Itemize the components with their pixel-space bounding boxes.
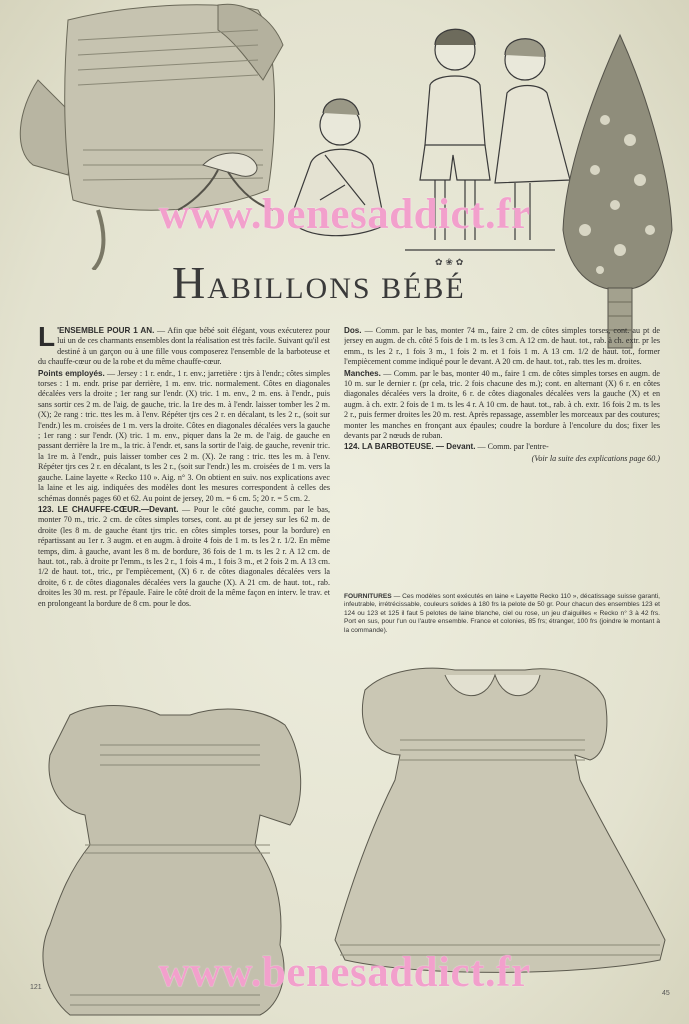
robe-illustration [305,660,675,980]
dos-paragraph: Dos. — Comm. par le bas, monter 74 m., faire 2 cm. de côtes simples torses, cont. au pt de jersey en augm. de ch. côté 5 fois de 1 m. ts les 3 cm. A 12 cm. de haut. tot., rab. à ch. extr. pr les emm., ts les 2 r., 1 fois 3 m., 1 fois 2 m. et 1 fois 1 m. A 13 cm. 1/2 de haut. tot., former l'empiècement comme indiqué pour le devant. A 20 cm. de haut. tot., rab. ttes les m. droites. [344,326,660,367]
page-number-left: 121 [30,984,42,991]
chauffe-coeur-paragraph: 123. LE CHAUFFE-CŒUR.—Devant. — Pour le côté gauche, comm. par le bas, monter 70 m., tric. 2 cm. de côtes simples torses, cont. au pt de jersey sur les 62 m. de droite (les 8 m. de gauche étant tjrs tric. en côtes simples torses, pour la bordure) en répartissant au 1er r. 3 augm. et en augm. à droite 4 fois de 1 m. ts les 2 r. 1/2. En même temps, dim. à gauche, avant les 8 m. de bordure, 36 fois de 1 m. ts les 2 r. A 12 cm. de haut. tot., rab. à droite pr l'emm., ts les 2 r., 1 fois 4 m., 1 fois 3 m., et 2 fois 2 m. A 13 cm. 1/2 de haut. tot., tric., pr l'empiècement, (X) 6 r. de côtes diagonales décalées vers la droite, 6 r. de côtes diagonales décalées vers la gauche (X). A 21 cm. de haut. tot., rab. droites les 30 m. rest. pr l'épaule. Faire le côté droit de la même façon en interv. le trav. et en prolongeant la bordure de 8 cm. pour le dos. [38,504,330,608]
watermark-top: www.benesaddict.fr [158,191,531,238]
left-column [38,326,330,656]
watermark-bottom: www.benesaddict.fr [158,949,531,996]
continued-note: (Voir la suite des explications page 60.) [531,453,660,463]
svg-text:✿ ❀ ✿: ✿ ❀ ✿ [435,258,464,268]
points-paragraph: Points employés. — Jersey : 1 r. endr., 1 r. env.; jarretière : tjrs à l'endr.; côtes simples torses : 1 m. endr. prise par derrière, 1 m. env. tric. normalement. Côtes en diagonales décalées vers la droite ; 1er rang sur l'endr. (X) tric. 1 m. env., 2 m. ens. à l'endr., puis sans sortir ces 2 m. de l'aig. de gauche, tric. la 1re des m. à l'endr. laisser tomber les 2 m. (X); 2e rang : tric. ttes les m. à l'env. Répéter tjrs ces 2 r. en décalant, ts les 2 r., (soit sur l'endr.) les m. croisées de 1 m. vers la droite. Côtes en diagonales décalées vers la gauche ; 1er rang : sur l'endr. (X) tric. 1 m. env., piquer dans la 2e m. de l'aig. de gauche en passant derrière la 1re m., la tric. à l'endr. et, sans la sortir de l'aig. de gauche, revenir tric. la 1re m. à l'endr., puis laisser tomber ces 2 m. (X). 2e rang : tric. ttes les m. à l'env. Répéter tjrs ces 2 r. en décalant, ts les 2 r., (soit sur l'endr.) les m. croisées de 1 m. vers la gauche. Laine layette « Recko 110 ». Aig. n° 3. On obtient en suiv. nos explications avec la laine et les aig. indiquées des modèles dont les mesures correspondent à celles des schémas donnés pages 60 et 62. Au point de jersey, 20 m. = 6 cm. 5; 20 r. = 5 cm. 2. [38,368,330,503]
right-column [344,326,660,588]
page-title: HABILLONS BÉBÉ [172,257,466,308]
fournitures-note: FOURNITURES — Ces modèles sont exécutés en laine « Layette Recko 110 », décatissage suisse garanti, infeutrable, irrétrécissable, couleurs solides à 180 frs la pelote de 50 gr. Pour chacun des ensembles 123 et 124 ou 123 et 125 il faut 5 pelotes de laine blanche, ciel ou rose, un jeu d'aiguilles « Recko n° 3 à 42 frs. Port en sus, pour l'un ou l'autre ensemble. France et colonies, 85 frs; étranger, 100 frs (joindre le montant à la commande). [344,593,660,634]
manches-paragraph: Manches. — Comm. par le bas, monter 40 m., faire 1 cm. de côtes simples torses en augm. de 10 m. sur le dernier r. (pr cela, tric. 2 fois chacune des m.); cont. en alternant (X) 6 r. en côtes diagonales décalées vers la droite, 6 r. de côtes diagonales décalées vers la gauche (X) et en augm. à ch. extr. 2 fois de 1 m. ts les 4 r. A 10 cm. de haut. tot., rab. à ch. extr. 16 fois 2 m. ts les 2 r., puis fermer droites les 20 m. rest. Après repassage, assembler les morceaux par des coutures; monter les manches en fronçant aux épaules; coudre la bordure à l'encolure du dos; fixer les devants par 2 nœuds de ruban. [344,368,660,441]
intro-paragraph: L 'ENSEMBLE POUR 1 AN. — Afin que bébé soit élégant, vous exécuterez pour lui un de ces charmants ensembles dont la réalisation est très facile. Suivant qu'il est destiné à un garçon ou à une fille vous composerez l'ensemble de la barboteuse et du chauffe-cœur ou de la robe et du même chauffe-cœur. [38,326,330,367]
barboteuse-paragraph: 124. LA BARBOTEUSE. — Devant. — Comm. par l'entre- [344,442,549,452]
page-number-right: 45 [662,990,670,997]
